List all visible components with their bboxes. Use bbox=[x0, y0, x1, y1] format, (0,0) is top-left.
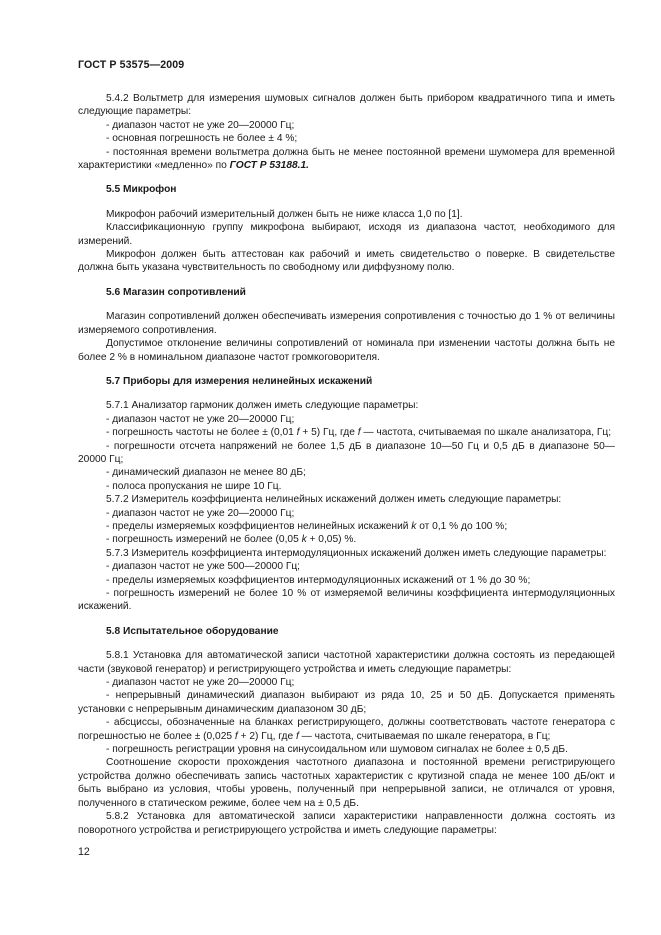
section-title-5-5: 5.5 Микрофон bbox=[106, 184, 177, 196]
list-item: - абсциссы, обозначенные на бланках регистрирующего, должны соответствовать частоте генератора с погрешностью не более ± (0,025 f + 2) Гц, где f — частота, считываемая по шкале генератора, в Гц; bbox=[78, 717, 615, 742]
paragraph: Микрофон рабочий измерительный должен быть не ниже класса 1,0 по [1]. bbox=[106, 208, 463, 220]
list-item: - погрешность измерений не более (0,05 k + 0,05) %. bbox=[106, 534, 357, 546]
list-item: - диапазон частот не уже 500—20000 Гц; bbox=[106, 561, 300, 573]
paragraph-5-7-3: 5.7.3 Измеритель коэффициента интермодуляционных искажений должен иметь следующие параметры: bbox=[106, 547, 607, 559]
paragraph-5-7-2: 5.7.2 Измеритель коэффициента нелинейных искажений должен иметь следующие параметры: bbox=[106, 494, 562, 506]
section-title-5-6: 5.6 Магазин сопротивлений bbox=[106, 286, 246, 298]
list-item: - диапазон частот не уже 20—20000 Гц; bbox=[106, 507, 295, 519]
list-item: - погрешность регистрации уровня на синусоидальном или шумовом сигналах не более ± 0,5 дБ. bbox=[106, 744, 568, 756]
paragraph-5-8-1: 5.8.1 Установка для автоматической записи частотной характеристики должна состоять из передающей части (звуковой генератор) и регистрирующего устройства и иметь следующие параметры: bbox=[78, 650, 615, 675]
list-item: - постоянная времени вольтметра должна быть не менее постоянной времени шумомера для временной характеристики «медленно» по ГОСТ Р 53188.1. bbox=[78, 146, 615, 172]
list-item: - пределы измеряемых коэффициентов нелинейных искажений k от 0,1 % до 100 %; bbox=[106, 520, 508, 532]
paragraph: Магазин сопротивлений должен обеспечивать измерения сопротивления с точностью до 1 % от величины измеряемого сопротивления. bbox=[78, 311, 615, 336]
section-title-5-8: 5.8 Испытательное оборудование bbox=[106, 625, 279, 637]
list-item: - непрерывный динамический диапазон выбирают из ряда 10, 25 и 50 дБ. Допускается применять установки с непрерывным динамическим диапазоном 30 дБ; bbox=[78, 690, 615, 715]
list-item: - основная погрешность не более ± 4 %; bbox=[106, 133, 298, 145]
section-title-5-7: 5.7 Приборы для измерения нелинейных искажений bbox=[106, 375, 373, 387]
document-header: ГОСТ Р 53575—2009 bbox=[78, 59, 185, 71]
list-item: - диапазон частот не уже 20—20000 Гц; bbox=[106, 413, 295, 425]
paragraph: Классификационную группу микрофона выбирают, исходя из диапазона частот, необходимого для измерений. bbox=[78, 222, 615, 247]
standard-reference: ГОСТ Р 53188.1 bbox=[229, 160, 307, 172]
list-item: - погрешность измерений не более 10 % от измеряемой величины коэффициента интермодуляционных искажений. bbox=[78, 588, 615, 613]
paragraph: Допустимое отклонение величины сопротивлений от номинала при изменении частоты должна быть не более 2 % в номинальном диапазоне частот громкоговорителя. bbox=[78, 338, 615, 363]
list-item: - диапазон частот не уже 20—20000 Гц; bbox=[106, 677, 295, 689]
paragraph-5-7-1: 5.7.1 Анализатор гармоник должен иметь следующие параметры: bbox=[106, 400, 419, 412]
list-item: - диапазон частот не уже 20—20000 Гц; bbox=[106, 119, 295, 131]
list-item: - пределы измеряемых коэффициентов интермодуляционных искажений от 1 % до 30 %; bbox=[106, 574, 531, 586]
page-number: 12 bbox=[78, 846, 90, 858]
list-item: - полоса пропускания не шире 10 Гц. bbox=[106, 480, 282, 492]
list-item: - погрешность частоты не более ± (0,01 f + 5) Гц, где f — частота, считываемая по шкале анализатора, Гц; bbox=[106, 427, 612, 439]
paragraph: Микрофон должен быть аттестован как рабочий и иметь свидетельство о поверке. В свидетельстве должна быть указана чувствительность по свободному или диффузному полю. bbox=[78, 249, 615, 274]
paragraph-5-4-2: 5.4.2 Вольтметр для измерения шумовых сигналов должен быть прибором квадратичного типа и иметь следующие параметры: bbox=[78, 93, 615, 118]
list-item: - погрешности отсчета напряжений не более 1,5 дБ в диапазоне 10—50 Гц и 0,5 дБ в диапазоне 50—20000 Гц; bbox=[78, 440, 615, 465]
paragraph-5-8-2: 5.8.2 Установка для автоматической записи характеристики направленности должна состоять из поворотного устройства и регистрирующего устройства и иметь следующие параметры: bbox=[78, 811, 615, 836]
list-item: - динамический диапазон не менее 80 дБ; bbox=[106, 467, 306, 479]
paragraph: Соотношение скорости прохождения частотного диапазона и постоянной времени регистрирующего устройства должно обеспечивать запись частотных характеристик с крутизной спада не менее 100 дБ/окт и быть выбрано из условия, чтобы уровень, полученный при непрерывной записи, не отличался от уровня, полученного в статическом режиме, более чем на ± 0,5 дБ. bbox=[78, 757, 615, 809]
document-body bbox=[78, 92, 615, 837]
